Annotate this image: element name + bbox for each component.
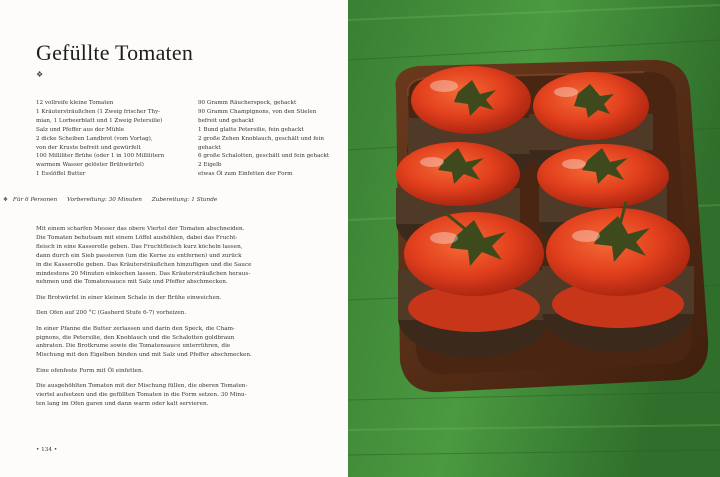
stuffed-tomatoes-photo	[348, 0, 720, 477]
photo-page	[348, 0, 720, 477]
ingredient-line: warmem Wasser gelöster Brühwürfel)	[36, 162, 144, 169]
tomato-5	[398, 212, 550, 358]
ingredient-line: etwas Öl zum Einfetten der Form	[198, 171, 293, 178]
ingredient-line: 100 Milliliter Brühe (oder 1 in 100 Millilitern	[36, 153, 165, 160]
bullet-icon: ❖	[3, 197, 9, 203]
ingredient-line: mian, 1 Lorbeerblatt und 1 Zweig Petersilie)	[36, 117, 163, 124]
recipe-meta	[3, 197, 225, 203]
ornament-icon: ❖	[36, 70, 44, 79]
ingredient-line: 90 Gramm Räucherspeck, gehackt	[198, 100, 297, 106]
instruction-paragraph: Die ausgehöhlten Tomaten mit der Mischung füllen, die oberen Tomaten- viertel aufsetzen und die gefüllten Tomaten in die Form setzen. 30 Minu- ten lang im Ofen garen und dann warm oder kalt servieren.	[36, 383, 248, 407]
ingredients-list-left	[36, 99, 164, 179]
ingredient-line: 90 Gramm Champignons, von den Stielen	[198, 108, 317, 115]
ingredient-line: 1 Kräutersträußchen (1 Zweig frischer Thy-	[36, 108, 161, 115]
instruction-paragraph: Die Brotwürfel in einer kleinen Schale in der Brühe einweichen.	[36, 294, 222, 301]
ingredient-line: 12 vollreife kleine Tomaten	[36, 100, 114, 106]
prep-time: Vorbereitung: 30 Minuten	[67, 197, 142, 203]
ingredient-line: Salz und Pfeffer aus der Mühle	[36, 126, 125, 133]
cook-time: Zubereitung: 1 Stunde	[151, 197, 218, 203]
ingredient-line: 1 Esslöffel Butter	[36, 171, 86, 178]
instruction-paragraph: In einer Pfanne die Butter zerlassen und darin den Speck, die Cham- pignons, die Petersilie, den Knoblauch und die Schalotten goldbraun anbraten. Die Brotkrume sowie die Tomatensauce unterrühren, die Mischung mit den Eigelben binden und mit Salz und Pfeffer abschmecken.	[36, 325, 252, 359]
instruction-paragraph: Mit einem scharfen Messer das obere Viertel der Tomaten abschneiden. Die Tomaten behutsam mit einem Löffel aushöhlen, dabei das Frucht- fleisch in eine Kasserolle geben. Das Fruchtfleisch kurz köcheln lassen, dann durch ein Sieb passieren (um die Kerne zu entfernen) und zurück in die Kasserolle geben. Das Kräutersträußchen hinzufügen und die Sauce mindestens 20 Minuten einkochen lassen. Das Kräutersträußchen heraus- nehmen und die Tomatensauce mit Salz und Pfeffer abschmecken.	[36, 226, 252, 286]
ingredient-line: 6 große Schalotten, geschält und fein gehackt	[198, 153, 330, 160]
instruction-paragraph: Eine ofenfeste Form mit Öl einfetten.	[36, 367, 144, 374]
ingredients-list-right	[198, 99, 329, 179]
ingredient-line: 1 Bund glatte Petersilie, fein gehackt	[198, 126, 304, 133]
tomato-6	[542, 202, 694, 352]
page-number: • 134 •	[36, 447, 58, 453]
ingredient-line: 2 große Zehen Knoblauch, geschält und fein	[198, 135, 325, 142]
instruction-paragraph: Den Ofen auf 200 °C (Gasherd Stufe 6-7) vorheizen.	[36, 310, 187, 317]
ingredient-line: 2 dicke Scheiben Landbrot (vom Vortag),	[36, 135, 153, 142]
servings: Für 6 Personen	[12, 197, 58, 203]
recipe-page	[0, 0, 348, 477]
ingredient-line: 2 Eigelb	[198, 162, 222, 169]
ingredient-line: befreit und gehackt	[198, 117, 254, 124]
ingredient-line: gehackt	[198, 144, 221, 151]
instructions	[36, 225, 332, 415]
recipe-title: Gefüllte Tomaten	[36, 40, 194, 65]
ingredient-line: von der Kruste befreit und gewürfelt	[36, 144, 141, 151]
